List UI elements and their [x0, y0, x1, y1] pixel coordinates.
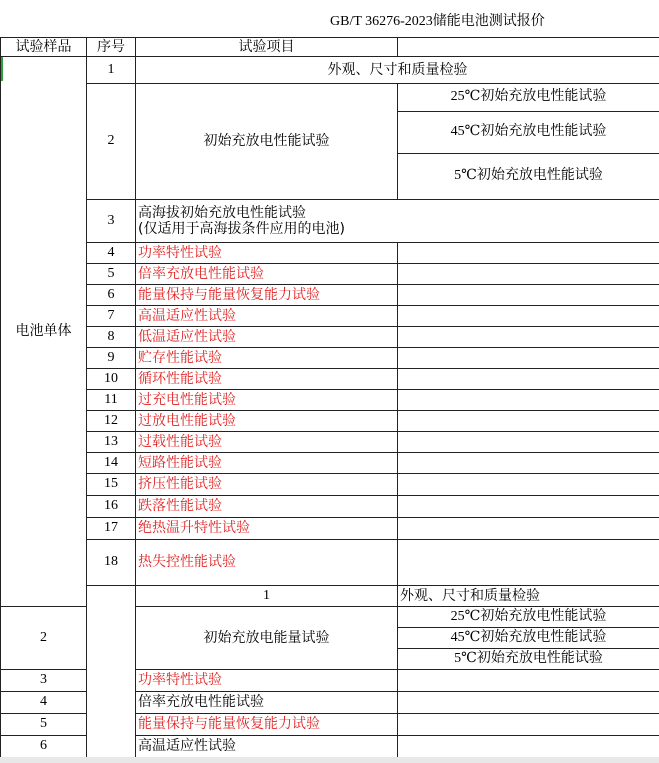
g1-row9-extra[interactable] [398, 348, 659, 369]
g1-row16-extra[interactable] [398, 496, 659, 518]
g2-row2-sub1[interactable]: 25℃初始充放电性能试验 [398, 607, 659, 628]
g1-row10-extra[interactable] [398, 369, 659, 390]
g2-row6-num[interactable]: 6 [1, 736, 87, 758]
g1-row9-num[interactable]: 9 [87, 348, 136, 369]
g2-row3-extra[interactable] [398, 670, 659, 692]
header-empty-cell[interactable] [398, 38, 659, 57]
g1-row16-item[interactable]: 跌落性能试验 [136, 496, 398, 518]
g1-row17-item[interactable]: 绝热温升特性试验 [136, 518, 398, 540]
g1-row6-item[interactable]: 能量保持与能量恢复能力试验 [136, 285, 398, 306]
g1-row15-extra[interactable] [398, 474, 659, 496]
g1-row17-num[interactable]: 17 [87, 518, 136, 540]
g2-row2-sub3[interactable]: 5℃初始充放电性能试验 [398, 649, 659, 670]
g1-row12-num[interactable]: 12 [87, 411, 136, 432]
g2-row4-extra[interactable] [398, 692, 659, 714]
g1-row12-extra[interactable] [398, 411, 659, 432]
g1-row1-item[interactable]: 外观、尺寸和质量检验 [136, 57, 659, 84]
g2-row2-sub2[interactable]: 45℃初始充放电性能试验 [398, 628, 659, 649]
g1-row7-extra[interactable] [398, 306, 659, 327]
g1-row12-item[interactable]: 过放电性能试验 [136, 411, 398, 432]
g1-row15-item[interactable]: 挤压性能试验 [136, 474, 398, 496]
g1-row13-num[interactable]: 13 [87, 432, 136, 453]
g2-row6-extra[interactable] [398, 736, 659, 758]
g1-row2-sub3[interactable]: 5℃初始充放电性能试验 [398, 154, 659, 200]
sheet-title: GB/T 36276-2023储能电池测试报价 [330, 14, 545, 29]
g2-row1-num[interactable]: 1 [136, 586, 398, 607]
sample-cell-group1[interactable]: 电池单体 [1, 57, 87, 607]
g1-row8-num[interactable]: 8 [87, 327, 136, 348]
g2-row3-num[interactable]: 3 [1, 670, 87, 692]
g1-row3-item[interactable] [136, 200, 659, 243]
horizontal-scrollbar[interactable] [0, 757, 659, 763]
g1-row4-num[interactable]: 4 [87, 243, 136, 264]
g1-row5-extra[interactable] [398, 264, 659, 285]
g2-row4-num[interactable]: 4 [1, 692, 87, 714]
g1-row6-num[interactable]: 6 [87, 285, 136, 306]
g2-row2-num[interactable]: 2 [1, 607, 87, 670]
g2-row3-item[interactable]: 功率特性试验 [136, 670, 398, 692]
g1-row10-num[interactable]: 10 [87, 369, 136, 390]
g2-row1-item[interactable]: 外观、尺寸和质量检验 [398, 586, 659, 607]
g1-row3-num[interactable]: 3 [87, 200, 136, 243]
sample-cell-group2[interactable] [87, 586, 136, 758]
g1-row5-num[interactable]: 5 [87, 264, 136, 285]
g1-row4-extra[interactable] [398, 243, 659, 264]
g1-row8-extra[interactable] [398, 327, 659, 348]
header-sample[interactable]: 试验样品 [1, 38, 87, 57]
g1-row17-extra[interactable] [398, 518, 659, 540]
g2-row2-item[interactable]: 初始充放电能量试验 [136, 607, 398, 670]
header-item[interactable]: 试验项目 [136, 38, 398, 57]
g1-row11-extra[interactable] [398, 390, 659, 411]
g1-row8-item[interactable]: 低温适应性试验 [136, 327, 398, 348]
g1-row1-num[interactable]: 1 [87, 57, 136, 84]
g1-row18-num[interactable]: 18 [87, 540, 136, 586]
g1-row9-item[interactable]: 贮存性能试验 [136, 348, 398, 369]
header-index[interactable]: 序号 [87, 38, 136, 57]
cell-selection-marker [1, 57, 3, 81]
g1-row2-item[interactable]: 初始充放电性能试验 [136, 84, 398, 200]
g1-row14-extra[interactable] [398, 453, 659, 474]
g1-row5-item[interactable]: 倍率充放电性能试验 [136, 264, 398, 285]
g1-row6-extra[interactable] [398, 285, 659, 306]
g2-row4-item[interactable]: 倍率充放电性能试验 [136, 692, 398, 714]
g1-row15-num[interactable]: 15 [87, 474, 136, 496]
g2-row5-item[interactable]: 能量保持与能量恢复能力试验 [136, 714, 398, 736]
g1-row11-num[interactable]: 11 [87, 390, 136, 411]
g1-row18-item[interactable]: 热失控性能试验 [136, 540, 398, 586]
test-table [0, 37, 659, 758]
g1-row2-sub1[interactable]: 25℃初始充放电性能试验 [398, 84, 659, 112]
g1-row3-line1: 高海拔初始充放电性能试验 [138, 204, 306, 221]
g1-row7-num[interactable]: 7 [87, 306, 136, 327]
g1-row14-item[interactable]: 短路性能试验 [136, 453, 398, 474]
g1-row2-sub2[interactable]: 45℃初始充放电性能试验 [398, 112, 659, 154]
g1-row13-item[interactable]: 过载性能试验 [136, 432, 398, 453]
g1-row2-num[interactable]: 2 [87, 84, 136, 200]
g1-row10-item[interactable]: 循环性能试验 [136, 369, 398, 390]
g1-row13-extra[interactable] [398, 432, 659, 453]
g1-row7-item[interactable]: 高温适应性试验 [136, 306, 398, 327]
g1-row18-extra[interactable] [398, 540, 659, 586]
g2-row5-extra[interactable] [398, 714, 659, 736]
g1-row4-item[interactable]: 功率特性试验 [136, 243, 398, 264]
g1-row11-item[interactable]: 过充电性能试验 [136, 390, 398, 411]
g1-row3-line2: (仅适用于高海拔条件应用的电池) [138, 221, 345, 237]
g2-row6-item[interactable]: 高温适应性试验 [136, 736, 398, 758]
g1-row16-num[interactable]: 16 [87, 496, 136, 518]
g2-row5-num[interactable]: 5 [1, 714, 87, 736]
g1-row14-num[interactable]: 14 [87, 453, 136, 474]
